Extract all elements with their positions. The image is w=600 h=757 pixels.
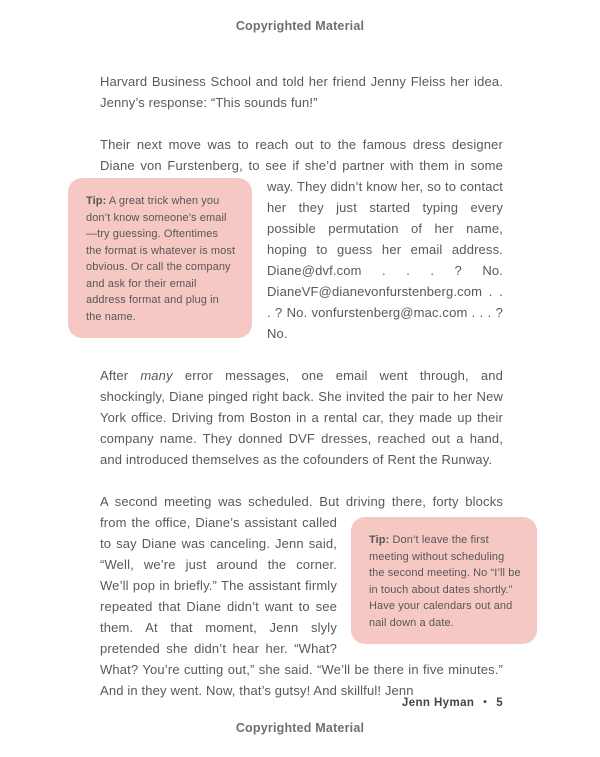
copyright-notice-bottom: Copyrighted Material xyxy=(235,721,365,735)
tip-label: Tip: xyxy=(86,195,107,207)
page-number: 5 xyxy=(496,697,503,709)
footer-separator-bullet: • xyxy=(483,697,488,708)
paragraph-outreach xyxy=(86,134,503,344)
running-header-author: Jenn Hyman xyxy=(401,697,475,709)
paragraph-first-meeting-post: error messages, one email went through, and shockingly, Diane pinged right back. She invited the pair to her New York office. Driving from Boston in a rental car, they made up their company name. They donned DVF dresses, reached out a hand, and introduced themselves as the cofounders of Rent the Runway. xyxy=(100,368,503,467)
paragraph-first-meeting-emphasis: many xyxy=(140,368,173,383)
page-footer xyxy=(402,697,503,709)
paragraph-second-meeting xyxy=(100,491,521,701)
tip-text: A great trick when you don’t know someone’s email—try guessing. Oftentimes the format is whatever is most obvious. Or call the company and ask for their email address format and plug in the name. xyxy=(86,195,236,323)
paragraph-idea xyxy=(100,71,503,113)
paragraph-outreach-rest: didn’t know her, so to contact her they just started typing every possible permutation of her name, hoping to guess her email address. Diane@dvf.com . . . ? No. DianeVF@dianevonfurstenberg.com . . . ? No. vonfurstenberg@mac.com . . . ? No. xyxy=(267,179,503,341)
paragraph-first-meeting-pre: After xyxy=(100,368,141,383)
tip-label: Tip: xyxy=(369,534,390,546)
tip-box-schedule-meeting xyxy=(351,517,537,644)
tip-box-email-guessing xyxy=(68,178,252,338)
paragraph-outreach-intro: Their next move was to reach out to the famous dress designer Diane von Furstenberg, to see if she’d partner with them in some way. They xyxy=(100,137,503,194)
paragraph-second-meeting-intro: A second meeting was scheduled. But driving there, forty blocks from xyxy=(100,494,503,530)
paragraph-first-meeting xyxy=(100,365,503,470)
paragraph-second-meeting-rest: the office, Diane’s assistant called to say Diane was canceling. Jenn said, “Well, we’re just around the corner. We’ll pop in briefly.” The assistant firmly repeated that Diane didn’t want to see them. At that moment, Jenn slyly pretended she didn’t hear her. “What? What? You’re cutting out,” she said. “We’ll be there in five minutes.” And in they went. Now, that’s gutsy! And skillful! Jenn xyxy=(100,515,503,698)
paragraph-idea-text: Harvard Business School and told her friend Jenny Fleiss her idea. Jenny’s response: “This sounds fun!” xyxy=(100,74,503,110)
tip-text: Don’t leave the first meeting without scheduling the second meeting. No “I’ll be in touch about dates shortly.” Have your calendars out and nail down a date. xyxy=(369,534,521,629)
page-body xyxy=(86,71,521,701)
copyright-notice-top: Copyrighted Material xyxy=(235,19,365,33)
